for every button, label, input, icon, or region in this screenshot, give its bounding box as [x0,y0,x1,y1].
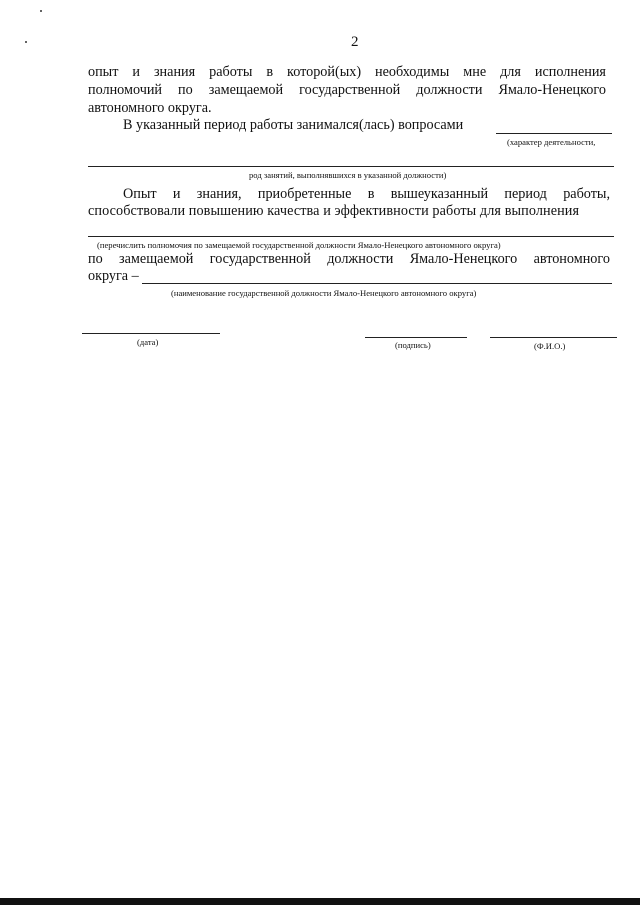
paragraph3-line3: по замещаемой государственной должности Ямало-Ненецкого автономного [88,251,610,267]
paragraph3-line2: способствовали повышению качества и эффективности работы для выполнения [88,203,580,219]
page-number: 2 [351,34,359,50]
signature-label: (подпись) [395,340,431,350]
activity-continuation-line [88,166,614,167]
paragraph1-line2: полномочий по замещаемой государственной должности Ямало-Ненецкого [88,82,606,98]
activity-hint: (характер деятельности, [507,137,596,147]
name-line [490,337,617,338]
date-line [82,333,220,334]
scan-speck [40,10,42,12]
date-label: (дата) [137,337,159,347]
scan-bottom-edge [0,898,640,905]
position-hint: (наименование государственной должности Ямало-Ненецкого автономного округа) [171,288,477,298]
position-fill-line [142,283,612,284]
paragraph3-line1: Опыт и знания, приобретенные в вышеуказанный период работы, [123,186,610,202]
paragraph1-line3: автономного округа. [88,100,212,116]
powers-hint: (перечислить полномочия по замещаемой государственной должности Ямало-Ненецкого автономного округа) [97,240,501,250]
powers-fill-line [88,236,614,237]
duties-hint: род занятий, выполнявшихся в указанной должности) [249,170,447,180]
activity-fill-line [496,133,612,134]
paragraph1-line1: опыт и знания работы в которой(ых) необходимы мне для исполнения [88,64,606,80]
paragraph3-line4: округа – [88,268,139,284]
paragraph2-line1: В указанный период работы занимался(лась) вопросами [123,117,464,133]
name-label: (Ф.И.О.) [534,341,566,351]
scan-speck [25,41,27,43]
signature-line [365,337,467,338]
